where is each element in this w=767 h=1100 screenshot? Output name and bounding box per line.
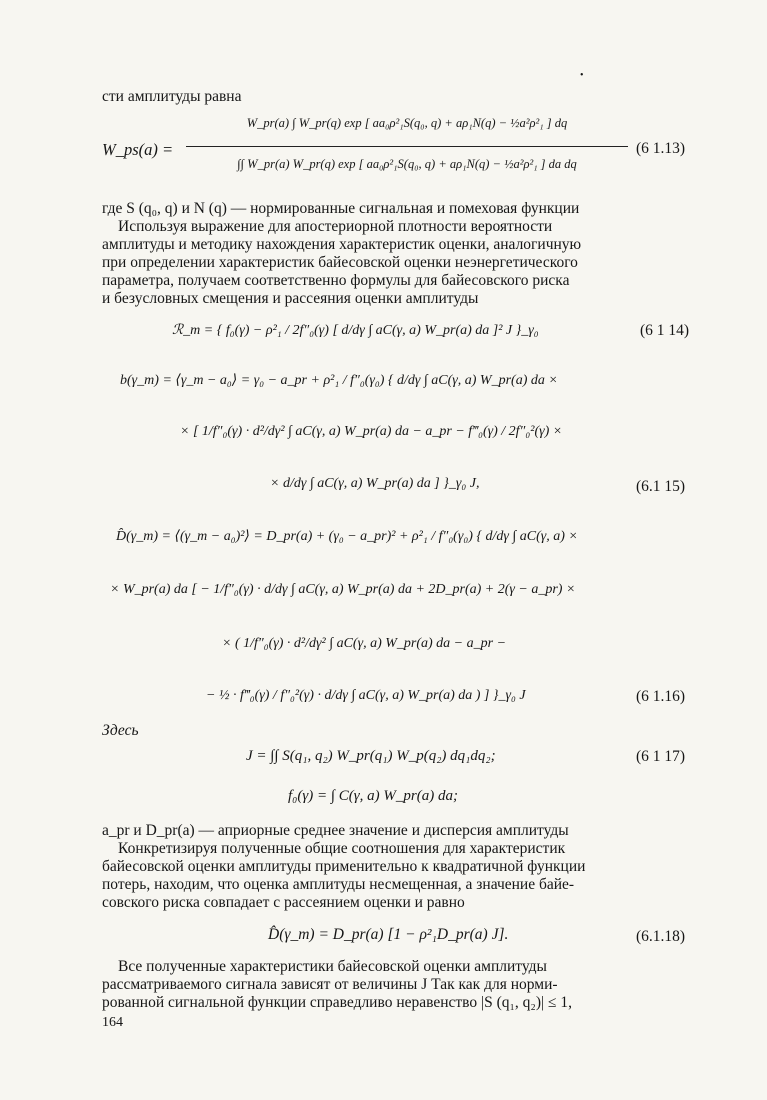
fraction-bar [186, 146, 628, 147]
text-line: Используя выражение для апостериорной плотности вероятности [118, 218, 553, 235]
text-line: и безусловных смещения и рассеяния оценки амплитуды [102, 290, 479, 307]
equation-6-1-13-denominator: ∫∫ W_pr(a) W_pr(q) exp [ aa₀ρ²₁S(q₀, q) + aρ₁N(q) − ½a²ρ²₁ ] da dq [237, 157, 577, 171]
equation-number: (6.1 15) [636, 478, 686, 495]
text-line: при определении характеристик байесовской оценки неэнергетического [102, 254, 578, 271]
text-line: Все полученные характеристики байесовской оценки амплитуды [118, 958, 547, 975]
text-line: где S (q₀, q) и N (q) — нормированные сигнальная и помеховая функции [102, 200, 580, 217]
text-line: сти амплитуды равна [102, 88, 242, 105]
equation-number: (6 1.16) [636, 688, 686, 705]
equation-6-1-18: D̂(γ_m) = D_pr(a) [1 − ρ²₁D_pr(a) J]. [268, 926, 509, 943]
text-line: совского риска совпадает с рассеянием оценки и равно [102, 894, 465, 911]
text-line: рованной сигнальной функции справедливо неравенство |S (q₁, q₂)| ≤ 1, [102, 994, 572, 1011]
equation-6-1-16-line-2: × W_pr(a) da [ − 1/f″₀(γ) · d/dγ ∫ aC(γ, a) W_pr(a) da + 2D_pr(a) + 2(γ − a_pr) × [110, 582, 576, 597]
text-line: потерь, находим, что оценка амплитуды несмещенная, а значение байе- [102, 876, 575, 893]
text-line: рассматриваемого сигнала зависят от величины J Так как для норми- [102, 976, 558, 993]
equation-number: (6 1.13) [636, 140, 686, 157]
text-line: a_pr и D_pr(a) — априорные среднее значение и дисперсия амплитуды [102, 822, 569, 839]
text-line: параметра, получаем соответственно формулы для байесовского риска [102, 272, 570, 289]
equation-6-1-15-line-3: × d/dγ ∫ aC(γ, a) W_pr(a) da ] }_γ₀ J, [270, 476, 480, 491]
equation-6-1-16-line-1: D̂(γ_m) = ⟨(γ_m − a₀)²⟩ = D_pr(a) + (γ₀ − a_pr)² + ρ²₁ / f″₀(γ₀) { d/dγ ∫ aC(γ, a) × [116, 529, 578, 544]
equation-number: (6 1 17) [636, 748, 686, 765]
text-line: Здесь [102, 722, 139, 739]
equation-number: (6 1 14) [640, 322, 690, 339]
page-number: 164 [102, 1015, 123, 1030]
equation-6-1-16-line-4: − ½ · f‴₀(γ) / f″₀²(γ) · d/dγ ∫ aC(γ, a) W_pr(a) da ) ] }_γ₀ J [206, 688, 526, 703]
equation-6-1-17-line-1: J = ∫∫ S(q₁, q₂) W_pr(q₁) W_p(q₂) dq₁dq₂; [246, 748, 496, 764]
stray-mark: • [580, 70, 584, 81]
equation-6-1-14: ℛ_m = { f₀(γ) − ρ²₁ / 2f″₀(γ) [ d/dγ ∫ aC(γ, a) W_pr(a) da ]² J }_γ₀ [172, 323, 539, 338]
text-line: байесовской оценки амплитуды применительно к квадратичной функции [102, 858, 586, 875]
equation-6-1-16-line-3: × ( 1/f″₀(γ) · d²/dγ² ∫ aC(γ, a) W_pr(a) da − a_pr − [222, 636, 507, 651]
equation-6-1-17-line-2: f₀(γ) = ∫ C(γ, a) W_pr(a) da; [288, 788, 458, 804]
equation-number: (6.1.18) [636, 928, 686, 945]
text-line: Конкретизируя полученные общие соотношения для характеристик [118, 840, 566, 857]
text-line: амплитуды и методику нахождения характеристик оценки, аналогичную [102, 236, 582, 253]
equation-6-1-15-line-2: × [ 1/f″₀(γ) · d²/dγ² ∫ aC(γ, a) W_pr(a) da − a_pr − f‴₀(γ) / 2f″₀²(γ) × [180, 424, 563, 439]
equation-6-1-15-line-1: b(γ_m) = ⟨γ_m − a₀⟩ = γ₀ − a_pr + ρ²₁ / f″₀(γ₀) { d/dγ ∫ aC(γ, a) W_pr(a) da × [120, 373, 558, 388]
equation-6-1-13-lhs: W_ps(a) = [102, 140, 174, 159]
equation-6-1-13-numerator: W_pr(a) ∫ W_pr(q) exp [ aa₀ρ²₁S(q₀, q) + aρ₁N(q) − ½a²ρ²₁ ] dq [246, 116, 568, 130]
